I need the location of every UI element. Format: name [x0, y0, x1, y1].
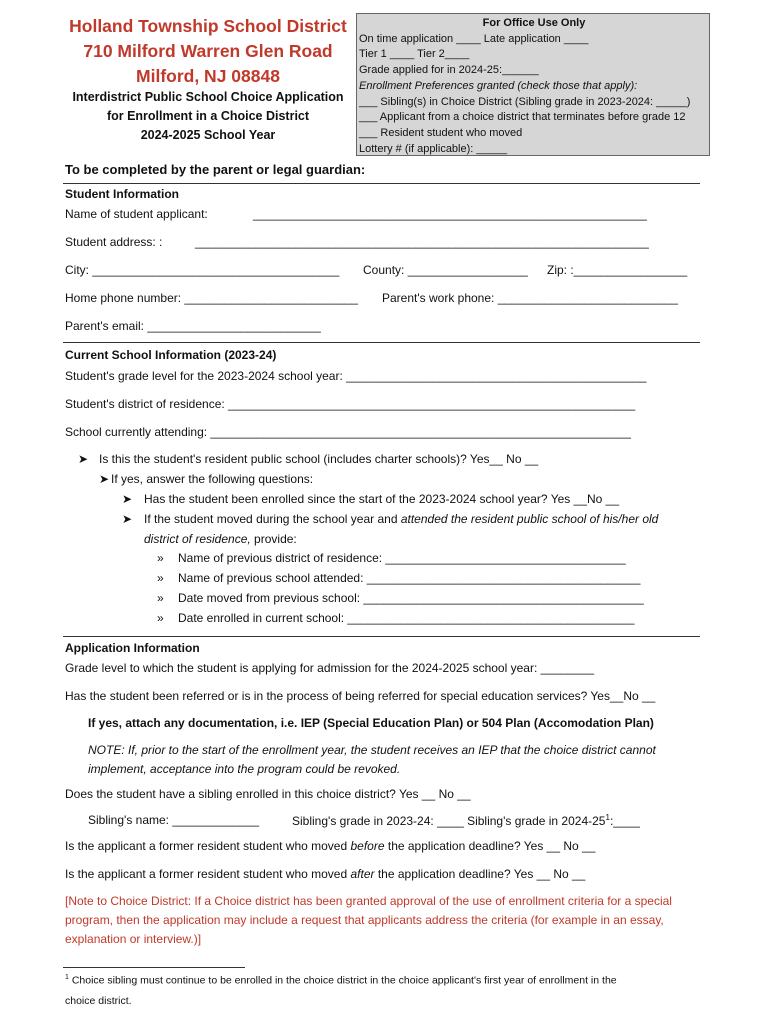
- district-address-line2: Milford, NJ 08848: [136, 66, 280, 86]
- sibling-question[interactable]: Does the student have a sibling enrolled in this choice district? Yes __ No __: [65, 787, 471, 801]
- office-line-applicant-choice: ___ Applicant from a choice district that terminates before grade 12: [359, 111, 686, 124]
- if-yes-instruction: If yes, answer the following questions:: [111, 472, 314, 486]
- form-title-line3: 2024-2025 School Year: [140, 128, 276, 142]
- office-line-grade: Grade applied for in 2024-25:______: [359, 64, 539, 77]
- enrolled-since-question[interactable]: Has the student been enrolled since the start of the 2023-2024 school year? Yes __No __: [144, 492, 619, 506]
- student-info-heading: Student Information: [65, 187, 179, 201]
- arrow-bullet-icon: ➤: [122, 492, 133, 506]
- arrow-bullet-icon: ➤: [78, 452, 89, 466]
- office-line-resident-moved: ___ Resident student who moved: [359, 126, 523, 139]
- office-use-box: [356, 13, 710, 156]
- footnote-divider: [63, 967, 245, 968]
- sibling-grade-fields[interactable]: Sibling's grade in 2023-24: ____ Sibling's grade in $2024-25^1:\_\_\_\_$: [292, 813, 640, 828]
- iep-note-line1: NOTE: If, prior to the start of the enrollment year, the student receives an IEP that the choice district cannot: [88, 743, 656, 757]
- footnote-marker: 1: [605, 813, 610, 822]
- home-phone-field[interactable]: Home phone number: __________________________: [65, 291, 358, 305]
- double-chevron-icon: »: [157, 591, 164, 605]
- date-moved-field[interactable]: Date moved from previous school: __________________________________________: [178, 591, 644, 605]
- office-line-lottery: Lottery # (if applicable): _____: [359, 142, 507, 155]
- choice-district-note: [Note to Choice District: If a Choice district has been granted approval of the use of enrollment criteria for a special program, then the application may include a request that applicants address the criteria (for example in an essay, explanation or interview.)]: [65, 894, 672, 946]
- intro-instruction: To be completed by the parent or legal guardian:: [65, 162, 366, 177]
- district-residence-field[interactable]: Student's district of residence: _____________________________________________________________: [65, 397, 636, 411]
- form-title-line2: for Enrollment in a Choice District: [106, 109, 310, 123]
- student-address-label: Student address: :: [65, 235, 163, 249]
- zip-field[interactable]: Zip: :_________________: [547, 263, 688, 277]
- work-phone-field[interactable]: Parent's work phone: ___________________________: [382, 291, 678, 305]
- moved-question-line1: If the student moved during the school year and attended the resident public school of his/her old: [144, 512, 659, 526]
- office-line-preferences: Enrollment Preferences granted (check those that apply):: [359, 79, 638, 92]
- arrow-bullet-icon: ➤: [122, 512, 133, 526]
- applying-grade-field[interactable]: Grade level to which the student is applying for admission for the 2024-2025 school year: ________: [65, 661, 594, 675]
- arrow-bullet-icon: ➤: [99, 472, 110, 486]
- student-name-field[interactable]: ___________________________________________________________: [253, 207, 647, 221]
- footnote-text-line2: choice district.: [65, 995, 132, 1007]
- divider: [63, 636, 700, 637]
- divider: [63, 183, 700, 184]
- former-resident-before-question[interactable]: Is the applicant a former resident student who moved before the application deadline? Yes __ No __: [65, 839, 596, 853]
- attach-documentation-instruction: If yes, attach any documentation, i.e. IEP (Special Education Plan) or 504 Plan (Accomodation Plan): [88, 716, 654, 730]
- office-use-title: For Office Use Only: [482, 17, 586, 29]
- city-field[interactable]: City: _____________________________________: [65, 263, 340, 277]
- application-info-heading: Application Information: [65, 641, 200, 655]
- student-name-label: Name of student applicant:: [65, 207, 208, 221]
- office-line-application-timing: On time application ____ Late application ____: [359, 32, 589, 45]
- resident-school-question[interactable]: Is this the student's resident public school (includes charter schools)? Yes__ No __: [99, 452, 539, 466]
- county-field[interactable]: County: __________________: [363, 263, 528, 277]
- moved-question-line2: district of residence, provide:: [144, 532, 297, 546]
- former-resident-after-question[interactable]: Is the applicant a former resident student who moved after the application deadline? Yes __ No __: [65, 867, 586, 881]
- parent-email-field[interactable]: Parent's email: __________________________: [65, 319, 321, 333]
- office-line-sibling: ___ Sibling(s) in Choice District (Sibling grade in 2023-2024: _____): [359, 95, 691, 108]
- special-ed-question[interactable]: Has the student been referred or is in the process of being referred for special education services? Yes__No __: [65, 689, 656, 703]
- current-grade-field[interactable]: Student's grade level for the 2023-2024 school year: _____________________________________________: [65, 369, 647, 383]
- footnote-text-line1: $^1$ Choice sibling must continue to be enrolled in the choice district in the choice applicant's first year of enrollment in the: [65, 974, 617, 987]
- previous-district-field[interactable]: Name of previous district of residence: ____________________________________: [178, 551, 626, 565]
- previous-school-field[interactable]: Name of previous school attended: _________________________________________: [178, 571, 641, 585]
- current-school-heading: Current School Information (2023-24): [65, 348, 277, 362]
- date-enrolled-field[interactable]: Date enrolled in current school: ___________________________________________: [178, 611, 635, 625]
- divider: [63, 342, 700, 343]
- double-chevron-icon: »: [157, 611, 164, 625]
- district-address-line1: 710 Milford Warren Glen Road: [83, 41, 333, 61]
- district-name: Holland Township School District: [69, 16, 347, 36]
- double-chevron-icon: »: [157, 551, 164, 565]
- student-address-field[interactable]: ____________________________________________________________________: [195, 235, 649, 249]
- iep-note-line2: implement, acceptance into the program could be revoked.: [88, 762, 401, 776]
- school-attending-field[interactable]: School currently attending: _______________________________________________________________: [65, 425, 631, 439]
- form-title-line1: Interdistrict Public School Choice Application: [72, 90, 344, 104]
- sibling-name-field[interactable]: Sibling's name: _____________: [88, 813, 260, 827]
- double-chevron-icon: »: [157, 571, 164, 585]
- office-line-tier: Tier 1 ____ Tier 2____: [359, 48, 470, 61]
